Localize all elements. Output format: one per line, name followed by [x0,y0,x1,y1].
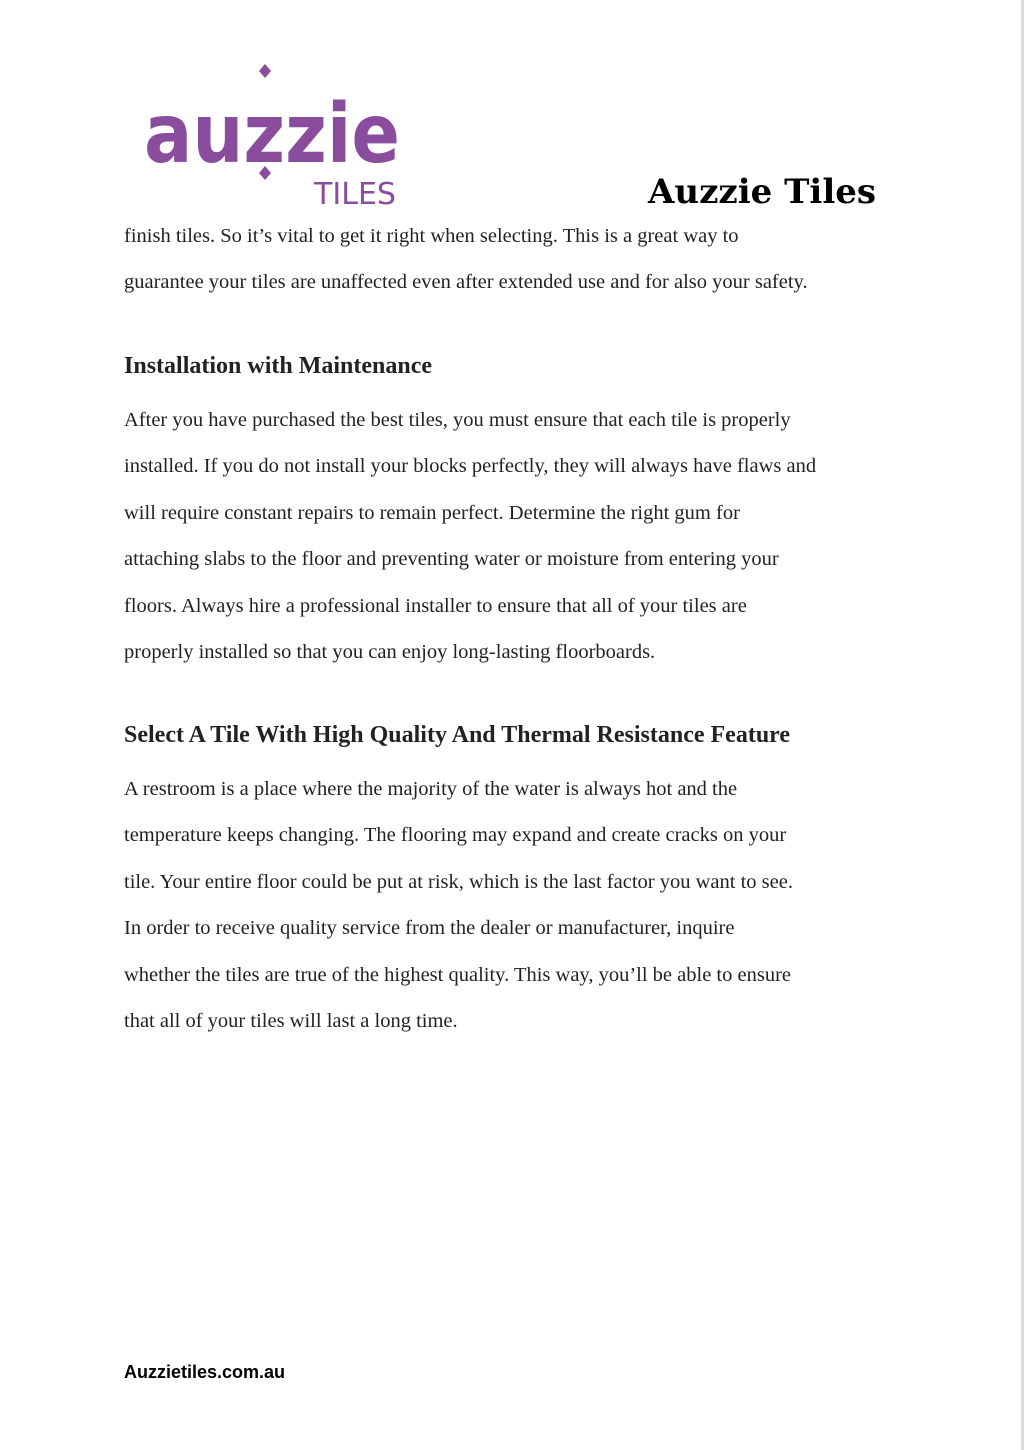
installation-paragraph [124,397,914,675]
paragraph-line: temperature keeps changing. The flooring may expand and create cracks on your [124,824,787,847]
logo-wordmark: auzzie [144,87,400,182]
paragraph-line: floors. Always hire a professional installer to ensure that all of your tiles are [124,594,747,617]
paragraph-line: After you have purchased the best tiles, you must ensure that each tile is properly [124,409,791,431]
paragraph-line: In order to receive quality service from the dealer or manufacturer, inquire [124,917,735,940]
paragraph-line: will require constant repairs to remain perfect. Determine the right gum for [124,501,740,524]
logo-subtitle: TILES [312,177,396,210]
paragraph-line: properly installed so that you can enjoy long-lasting floorboards. [124,641,656,664]
intro-paragraph [124,213,914,306]
footer-website: Auzzietiles.com.au [124,1362,286,1382]
paragraph-line: whether the tiles are true of the highest quality. This way, you’ll be able to ensure [124,963,792,986]
paragraph-line: that all of your tiles will last a long time. [124,1010,458,1033]
section-heading-installation: Installation with Maintenance [124,353,433,379]
paragraph-line: installed. If you do not install your blocks perfectly, they will always have flaws and [124,455,817,478]
thermal-resistance-paragraph [124,766,914,1044]
paragraph-line: finish tiles. So it’s vital to get it right when selecting. This is a great way to [124,225,739,247]
paragraph-line: A restroom is a place where the majority of the water is always hot and the [124,778,738,800]
document-title: Auzzie Tiles [648,172,877,212]
paragraph-line: guarantee your tiles are unaffected even after extended use and for also your safety. [124,271,808,294]
paragraph-line: attaching slabs to the floor and preventing water or moisture from entering your [124,548,779,571]
auzzie-tiles-logo [140,58,408,210]
paragraph-line: tile. Your entire floor could be put at risk, which is the last factor you want to see. [124,870,793,893]
section-heading-thermal-resistance: Select A Tile With High Quality And Thermal Resistance Feature [124,722,791,748]
